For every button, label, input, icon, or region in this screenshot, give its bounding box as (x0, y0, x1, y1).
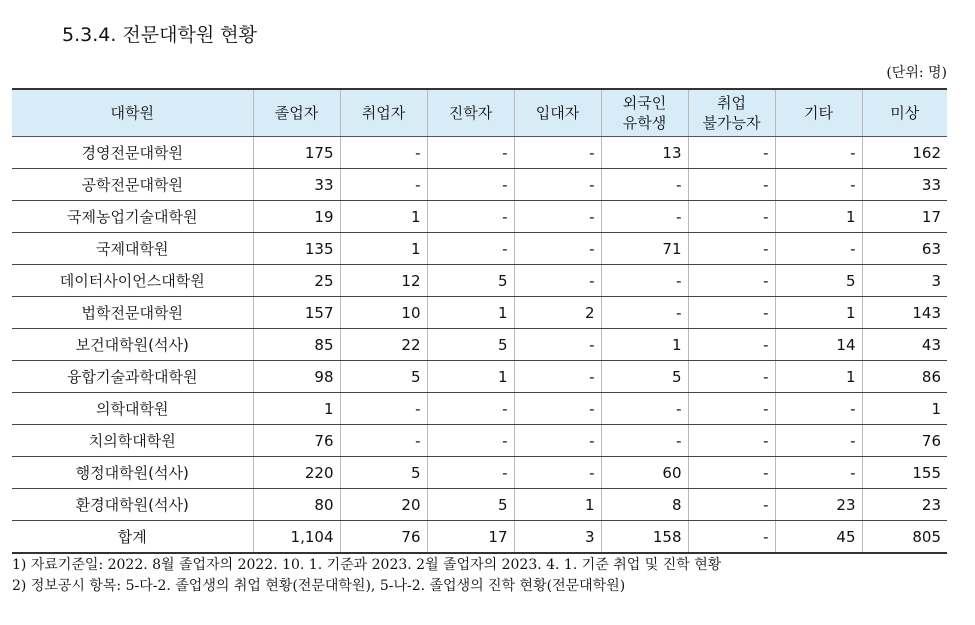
header-graduate-school: 대학원 (12, 89, 253, 137)
further-study-cell: 5 (427, 329, 514, 361)
unemployable-cell: - (688, 425, 775, 457)
graduate-school-status-table (12, 88, 947, 554)
header-enlisted: 입대자 (514, 89, 601, 137)
school-name-cell: 국제대학원 (12, 233, 253, 265)
school-name-cell: 공학전문대학원 (12, 169, 253, 201)
enlisted-cell: - (514, 137, 601, 169)
employed-cell: - (340, 425, 427, 457)
other-cell: - (775, 457, 862, 489)
school-name-cell: 행정대학원(석사) (12, 457, 253, 489)
further-study-cell: 5 (427, 489, 514, 521)
school-name-cell: 국제농업기술대학원 (12, 201, 253, 233)
enlisted-cell: - (514, 233, 601, 265)
total-row (12, 521, 947, 554)
footnote-2: 2) 정보공시 항목: 5-다-2. 졸업생의 취업 현황(전문대학원), 5-나-2. 졸업생의 진학 현황(전문대학원) (12, 578, 626, 594)
unknown-cell: 23 (862, 489, 947, 521)
unemployable-cell: - (688, 265, 775, 297)
other-cell: 1 (775, 201, 862, 233)
foreign-students-cell: 8 (601, 489, 688, 521)
other-cell: 45 (775, 521, 862, 554)
table-body (12, 137, 947, 554)
further-study-cell: 17 (427, 521, 514, 554)
unknown-cell: 1 (862, 393, 947, 425)
school-name-cell: 융합기술과학대학원 (12, 361, 253, 393)
further-study-cell: - (427, 169, 514, 201)
unemployable-cell: - (688, 137, 775, 169)
table-row (12, 233, 947, 265)
school-name-cell: 의학대학원 (12, 393, 253, 425)
school-name-cell: 데이터사이언스대학원 (12, 265, 253, 297)
employed-cell: 5 (340, 361, 427, 393)
employed-cell: 76 (340, 521, 427, 554)
further-study-cell: - (427, 393, 514, 425)
header-unknown: 미상 (862, 89, 947, 137)
unknown-cell: 17 (862, 201, 947, 233)
unemployable-cell: - (688, 201, 775, 233)
unknown-cell: 63 (862, 233, 947, 265)
employed-cell: - (340, 137, 427, 169)
other-cell: - (775, 393, 862, 425)
unemployable-cell: - (688, 169, 775, 201)
other-cell: 23 (775, 489, 862, 521)
graduates-cell: 85 (253, 329, 340, 361)
unknown-cell: 155 (862, 457, 947, 489)
unemployable-cell: - (688, 489, 775, 521)
enlisted-cell: 2 (514, 297, 601, 329)
table-row (12, 265, 947, 297)
enlisted-cell: - (514, 169, 601, 201)
table-row (12, 137, 947, 169)
school-name-cell: 보건대학원(석사) (12, 329, 253, 361)
other-cell: - (775, 425, 862, 457)
graduates-cell: 76 (253, 425, 340, 457)
school-name-cell: 치의학대학원 (12, 425, 253, 457)
enlisted-cell: 3 (514, 521, 601, 554)
unknown-cell: 3 (862, 265, 947, 297)
header-unemployable (688, 89, 775, 137)
foreign-students-cell: 13 (601, 137, 688, 169)
unknown-cell: 76 (862, 425, 947, 457)
school-name-cell: 경영전문대학원 (12, 137, 253, 169)
other-cell: 14 (775, 329, 862, 361)
foreign-students-cell: 5 (601, 361, 688, 393)
foreign-students-cell: 71 (601, 233, 688, 265)
employed-cell: 12 (340, 265, 427, 297)
table-row (12, 169, 947, 201)
unemployable-cell: - (688, 297, 775, 329)
foreign-students-cell: - (601, 169, 688, 201)
table-row (12, 329, 947, 361)
enlisted-cell: - (514, 361, 601, 393)
table-row (12, 489, 947, 521)
graduates-cell: 157 (253, 297, 340, 329)
foreign-students-cell: - (601, 425, 688, 457)
school-name-cell: 법학전문대학원 (12, 297, 253, 329)
other-cell: - (775, 137, 862, 169)
enlisted-cell: - (514, 457, 601, 489)
footnote-1: 1) 자료기준일: 2022. 8월 졸업자의 2022. 10. 1. 기준과 2023. 2월 졸업자의 2023. 4. 1. 기준 취업 및 진학 현황 (12, 557, 722, 573)
further-study-cell: - (427, 201, 514, 233)
unemployable-cell: - (688, 361, 775, 393)
other-cell: 5 (775, 265, 862, 297)
further-study-cell: 1 (427, 361, 514, 393)
unknown-cell: 143 (862, 297, 947, 329)
graduates-cell: 1,104 (253, 521, 340, 554)
further-study-cell: 1 (427, 297, 514, 329)
other-cell: 1 (775, 361, 862, 393)
header-other: 기타 (775, 89, 862, 137)
foreign-students-cell: 1 (601, 329, 688, 361)
further-study-cell: 5 (427, 265, 514, 297)
table-row (12, 361, 947, 393)
other-cell: - (775, 169, 862, 201)
header-unemployable-line1: 취업 (717, 94, 746, 112)
section-title: 5.3.4. 전문대학원 현황 (62, 24, 257, 46)
other-cell: - (775, 233, 862, 265)
further-study-cell: - (427, 233, 514, 265)
employed-cell: 10 (340, 297, 427, 329)
enlisted-cell: - (514, 329, 601, 361)
further-study-cell: - (427, 425, 514, 457)
unemployable-cell: - (688, 329, 775, 361)
unknown-cell: 43 (862, 329, 947, 361)
enlisted-cell: - (514, 265, 601, 297)
table-row (12, 425, 947, 457)
unemployable-cell: - (688, 393, 775, 425)
graduates-cell: 19 (253, 201, 340, 233)
school-name-cell: 환경대학원(석사) (12, 489, 253, 521)
further-study-cell: - (427, 457, 514, 489)
header-unemployable-line2: 불가능자 (702, 114, 761, 132)
unknown-cell: 162 (862, 137, 947, 169)
foreign-students-cell: - (601, 201, 688, 233)
header-graduates: 졸업자 (253, 89, 340, 137)
table-row (12, 201, 947, 233)
table-row (12, 297, 947, 329)
unit-label: (단위: 명) (886, 65, 947, 81)
unknown-cell: 805 (862, 521, 947, 554)
employed-cell: 20 (340, 489, 427, 521)
graduates-cell: 33 (253, 169, 340, 201)
foreign-students-cell: - (601, 297, 688, 329)
unknown-cell: 33 (862, 169, 947, 201)
graduates-cell: 80 (253, 489, 340, 521)
table-row (12, 393, 947, 425)
foreign-students-cell: - (601, 393, 688, 425)
header-foreign-line2: 유학생 (622, 114, 667, 132)
table-row (12, 457, 947, 489)
graduates-cell: 25 (253, 265, 340, 297)
foreign-students-cell: 60 (601, 457, 688, 489)
header-foreign-students (601, 89, 688, 137)
graduates-cell: 220 (253, 457, 340, 489)
unemployable-cell: - (688, 457, 775, 489)
employed-cell: 5 (340, 457, 427, 489)
graduates-cell: 98 (253, 361, 340, 393)
graduates-cell: 175 (253, 137, 340, 169)
school-name-cell: 합계 (12, 521, 253, 554)
unknown-cell: 86 (862, 361, 947, 393)
employed-cell: - (340, 169, 427, 201)
enlisted-cell: - (514, 425, 601, 457)
employed-cell: 1 (340, 233, 427, 265)
header-employed: 취업자 (340, 89, 427, 137)
unemployable-cell: - (688, 233, 775, 265)
further-study-cell: - (427, 137, 514, 169)
graduates-cell: 135 (253, 233, 340, 265)
header-foreign-line1: 외국인 (622, 94, 667, 112)
employed-cell: - (340, 393, 427, 425)
enlisted-cell: - (514, 201, 601, 233)
employed-cell: 22 (340, 329, 427, 361)
unemployable-cell: - (688, 521, 775, 554)
other-cell: 1 (775, 297, 862, 329)
graduates-cell: 1 (253, 393, 340, 425)
header-further-study: 진학자 (427, 89, 514, 137)
enlisted-cell: - (514, 393, 601, 425)
foreign-students-cell: - (601, 265, 688, 297)
foreign-students-cell: 158 (601, 521, 688, 554)
footnotes (12, 555, 721, 597)
header-row (12, 89, 947, 137)
enlisted-cell: 1 (514, 489, 601, 521)
employed-cell: 1 (340, 201, 427, 233)
